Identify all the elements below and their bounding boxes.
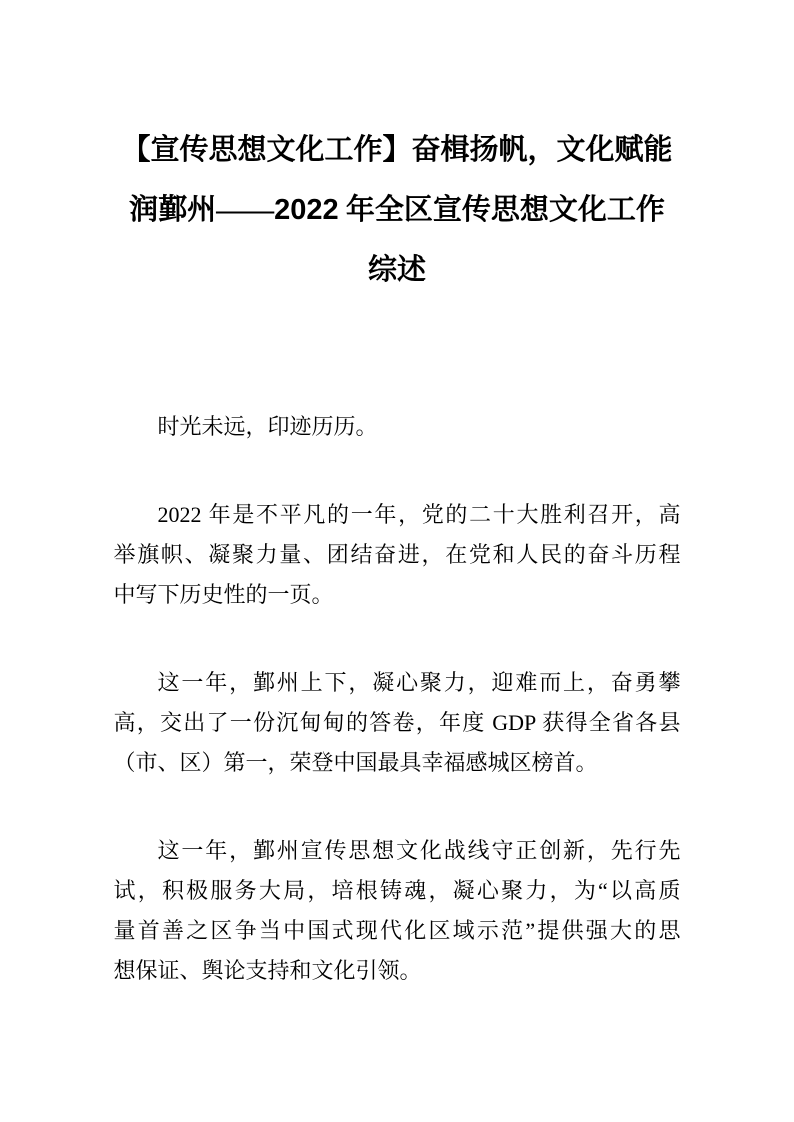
- text-line: 量首善之区争当中国式现代化区域示范”提供强大的思: [113, 918, 681, 943]
- paragraph: [114, 831, 681, 991]
- text-line: 这一年，鄞州宣传思想文化战线守正创新，先行先: [157, 838, 681, 863]
- text-line: 时光未远，印迹历历。: [157, 414, 378, 439]
- text-line: 想保证、舆论支持和文化引领。: [113, 958, 422, 983]
- document-body: [114, 407, 681, 991]
- title-line: 润鄞州——2022 年全区宣传思想文化工作: [129, 194, 665, 226]
- paragraph: [114, 495, 681, 615]
- document-content: [114, 0, 681, 991]
- paragraph: [114, 663, 681, 783]
- text-line: 中写下历史性的一页。: [113, 582, 334, 607]
- text-line: 2022 年是不平凡的一年，党的二十大胜利召开，高: [157, 502, 681, 527]
- text-line: 高，交出了一份沉甸甸的答卷，年度 GDP 获得全省各县: [113, 710, 681, 735]
- text-line: 举旗帜、凝聚力量、团结奋进，在党和人民的奋斗历程: [113, 542, 681, 567]
- text-line: 试，积极服务大局，培根铸魂，凝心聚力，为“以高质: [113, 878, 681, 903]
- paragraph: [114, 407, 681, 447]
- text-line: （市、区）第一，荣登中国最具幸福感城区榜首。: [113, 750, 598, 775]
- title-line: 【宣传思想文化工作】奋楫扬帆，文化赋能: [121, 134, 673, 166]
- latin-text: 2022: [274, 194, 339, 226]
- title-line: 综述: [367, 254, 426, 286]
- document-title: [114, 0, 681, 300]
- text-line: 这一年，鄞州上下，凝心聚力，迎难而上，奋勇攀: [157, 670, 681, 695]
